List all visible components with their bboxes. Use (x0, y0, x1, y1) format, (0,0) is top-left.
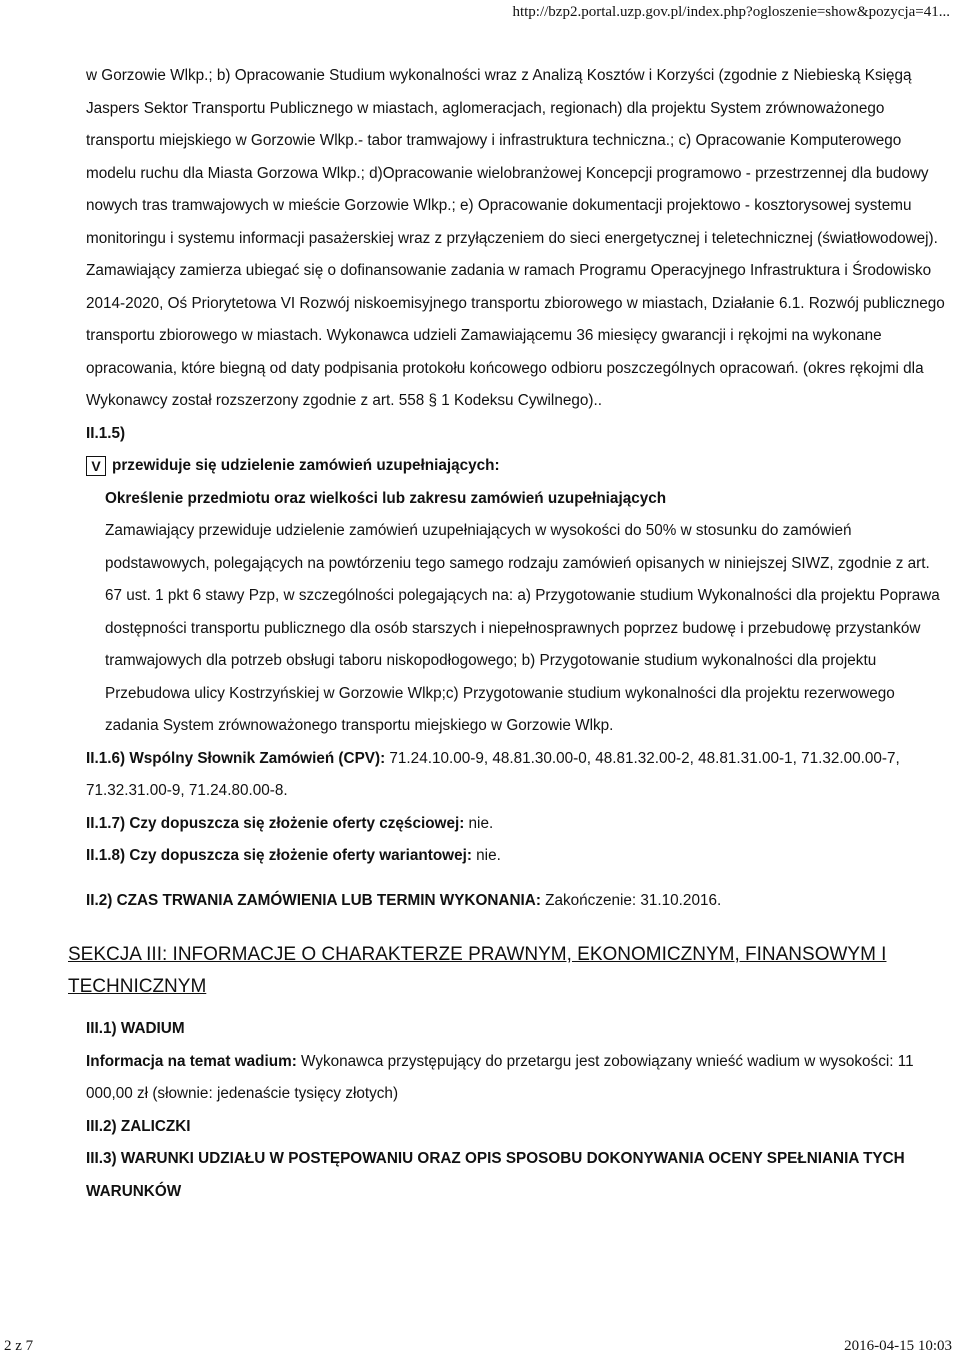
cpv-value: 71.24.10.00-9, 48.81.30.00-0, 48.81.32.00-2, 48.81.31.00-1, 71.32.00.00-7, 71.32.31.00-9, 71.24.80.00-8. (86, 749, 900, 799)
section-iii-1: III.1) WADIUM (86, 1020, 185, 1037)
section-ii-1-6 (86, 743, 946, 808)
section-ii-2 (86, 885, 946, 918)
checkbox-supplementary[interactable]: V (86, 456, 106, 476)
section-iii-3: III.3) WARUNKI UDZIAŁU W POSTĘPOWANIU ORAZ OPIS SPOSOBU DOKONYWANIA OCENY SPEŁNIANIA TYCH WARUNKÓW (86, 1150, 905, 1200)
section-ii-1-8 (86, 840, 946, 873)
duration-label: II.2) CZAS TRWANIA ZAMÓWIENIA LUB TERMIN WYKONANIA: (86, 891, 541, 909)
partial-offer-value: nie. (464, 814, 494, 832)
variant-offer-value: nie. (471, 847, 501, 864)
supplementary-orders-row (86, 450, 946, 483)
paragraph-description: w Gorzowie Wlkp.; b) Opracowanie Studium wykonalności wraz z Analizą Kosztów i Korzyści (zgodnie z Niebieską Księgą Jaspers Sektor Transportu Publicznego w miastach, aglomeracjach, regionach) dla projektu System zrównoważonego transportu miejskiego w Gorzowie Wlkp.- tabor tramwajowy i infrastruktura techniczna.; c) Opracowanie Komputerowego modelu ruchu dla Miasta Gorzowa Wlkp.; d)Opracowanie wielobranżowej Koncepcji programowo - przestrzennej dla budowy nowych tras tramwajowych w mieście Gorzowie Wlkp.; e) Opracowanie dokumentacji projektowo - kosztorysowej systemu monitoringu i systemu informacji pasażerskiej wraz z przyłączeniem do sieci energetycznej i teletechnicznej (światłowodowej). Zamawiający zamierza ubiegać się o dofinansowanie zadania w ramach Programu Operacyjnego Infrastruktura i Środowisko 2014-2020, Oś Priorytetowa VI Rozwój niskoemisyjnego transportu zbiorowego w miastach, Działanie 6.1. Rozwój publicznego transportu zbiorowego w miastach. Wykonawca udzieli Zamawiającemu 36 miesięcy gwarancji i rękojmi na wykonane opracowania, które biegną od daty podpisania protokołu końcowego odbioru poszczególnych opracowań. (okres rękojmi dla Wykonawcy został rozszerzony zgodnie z art. 558 § 1 Kodeksu Cywilnego).. (86, 67, 945, 409)
variant-offer-label: II.1.8) Czy dopuszcza się złożenie oferty wariantowej: (86, 847, 472, 864)
page-number: 2 z 7 (4, 1338, 34, 1354)
partial-offer-label: II.1.7) Czy dopuszcza się złożenie oferty częściowej: (86, 814, 465, 832)
paragraph-supplementary: Zamawiający przewiduje udzielenie zamówień uzupełniających w wysokości do 50% w stosunku do zamówień podstawowych, polegających na powtórzeniu tego samego rodzaju zamówień opisanych w niniejszej SIWZ, zgodnie z art. 67 ust. 1 pkt 6 stawy Pzp, w szczególności polegających na: a) Przygotowanie studium Wykonalności dla projektu Poprawa dostępności transportu publicznego dla osób starszych i niepełnosprawnych poprzez budowę i przebudowę przystanków tramwajowych dla potrzeb obsługi taboru niskopodłogowego; b) Przygotowanie studium wykonalności dla projektu Przebudowa ulicy Kostrzyńskiej w Gorzowie Wlkp;c) Przygotowanie studium wykonalności dla projektu rezerwowego zadania System zrównoważonego transportu miejskiego w Gorzowie Wlkp. (105, 522, 940, 734)
wadium-label: Informacja na temat wadium: (86, 1052, 297, 1070)
page-url: http://bzp2.portal.uzp.gov.pl/index.php?ogloszenie=show&pozycja=41... (512, 4, 950, 20)
section-ii-1-5: II.1.5) (86, 424, 126, 442)
checkbox-label: przewiduje się udzielenie zamówień uzupełniających: (112, 457, 500, 474)
duration-value: Zakończenie: 31.10.2016. (540, 891, 722, 909)
wadium-value: Wykonawca przystępujący do przetargu jest zobowiązany wnieść wadium w wysokości: 11 000,00 zł (słownie: jedenaście tysięcy złotych) (86, 1052, 914, 1102)
document-content (68, 60, 946, 1208)
wadium-info (86, 1046, 946, 1111)
subheading-supplementary: Określenie przedmiotu oraz wielkości lub zakresu zamówień uzupełniających (105, 489, 667, 507)
section-iii-title: SEKCJA III: INFORMACJE O CHARAKTERZE PRAWNYM, EKONOMICZNYM, FINANSOWYM I TECHNICZNYM (68, 944, 887, 997)
cpv-label: II.1.6) Wspólny Słownik Zamówień (CPV): (86, 749, 386, 767)
section-iii-2: III.2) ZALICZKI (86, 1117, 191, 1135)
section-ii-1-7 (86, 808, 946, 841)
print-datetime: 2016-04-15 10:03 (844, 1338, 952, 1354)
